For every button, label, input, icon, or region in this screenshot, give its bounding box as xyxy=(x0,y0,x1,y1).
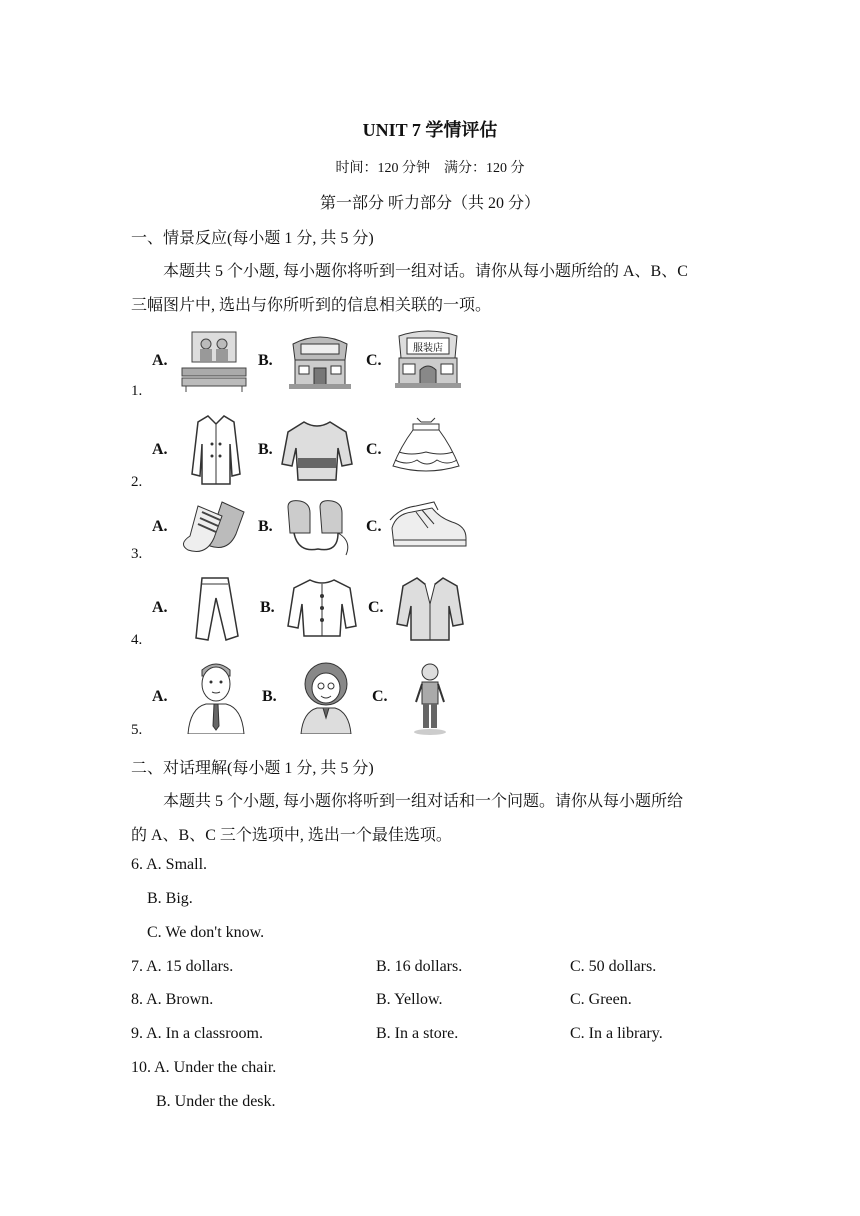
section2-instruction-line1: 本题共 5 个小题, 每小题你将听到一组对话和一个问题。请你从每小题所给 xyxy=(163,793,684,810)
option-label-c: C. xyxy=(366,441,382,458)
option-label-b: B. xyxy=(258,352,273,369)
q7-option-c: C. 50 dollars. xyxy=(570,958,657,975)
q10-option-b: B. Under the desk. xyxy=(156,1093,276,1110)
option-label-b: B. xyxy=(258,441,273,458)
cardigan-icon xyxy=(286,576,358,640)
clothes-store-icon xyxy=(393,328,463,390)
option-label-a: A. xyxy=(152,518,168,535)
sneakers-icon xyxy=(388,500,470,552)
option-label-c: C. xyxy=(366,352,382,369)
section1-heading: 一、情景反应(每小题 1 分, 共 5 分) xyxy=(131,230,374,247)
question-number: 4. xyxy=(131,632,143,648)
q6-option-c: C. We don't know. xyxy=(147,924,265,941)
section1-instruction-line2: 三幅图片中, 选出与你所听到的信息相关联的一项。 xyxy=(131,297,492,314)
boy-in-jacket-icon xyxy=(297,662,355,734)
cinema-icon xyxy=(180,330,248,392)
option-label-b: B. xyxy=(260,599,275,616)
q9-option-a: 9. A. In a classroom. xyxy=(131,1025,263,1042)
q6-option-b: B. Big. xyxy=(147,890,193,907)
q6-option-a: 6. A. Small. xyxy=(131,856,208,873)
question-number: 3. xyxy=(131,546,143,562)
question-number: 2. xyxy=(131,474,143,490)
q8-option-c: C. Green. xyxy=(570,991,632,1008)
option-label-a: A. xyxy=(152,352,168,369)
suit-icon xyxy=(395,574,465,642)
option-label-c: C. xyxy=(366,518,382,535)
section2-instruction-line2: 的 A、B、C 三个选项中, 选出一个最佳选项。 xyxy=(131,827,452,844)
part-title: 第一部分 听力部分（共 20 分） xyxy=(319,195,540,212)
question-number: 5. xyxy=(131,722,143,738)
q9-option-b: B. In a store. xyxy=(376,1025,459,1042)
option-label-c: C. xyxy=(372,688,388,705)
page-title: UNIT 7 学情评估 xyxy=(362,120,498,140)
option-label-b: B. xyxy=(258,518,273,535)
q9-option-c: C. In a library. xyxy=(570,1025,663,1042)
bookstore-icon xyxy=(287,330,353,390)
man-with-tie-icon xyxy=(184,660,248,734)
option-label-b: B. xyxy=(262,688,277,705)
mittens-icon xyxy=(282,497,352,563)
section1-instruction-line1: 本题共 5 个小题, 每小题你将听到一组对话。请你从每小题所给的 A、B、C xyxy=(163,263,688,280)
skirt-icon xyxy=(387,416,465,476)
q7-option-b: B. 16 dollars. xyxy=(376,958,463,975)
q10-option-a: 10. A. Under the chair. xyxy=(131,1059,277,1076)
option-label-c: C. xyxy=(368,599,384,616)
option-label-a: A. xyxy=(152,599,168,616)
q8-option-b: B. Yellow. xyxy=(376,991,443,1008)
store-sign-text: 服装店 xyxy=(413,343,443,354)
trousers-icon xyxy=(192,576,240,642)
q7-option-a: 7. A. 15 dollars. xyxy=(131,958,234,975)
socks-icon xyxy=(178,500,252,556)
section2-heading: 二、对话理解(每小题 1 分, 共 5 分) xyxy=(131,760,374,777)
sweater-icon xyxy=(280,418,354,484)
exam-meta: 时间：120 分钟 满分：120 分 xyxy=(335,161,525,176)
option-label-a: A. xyxy=(152,441,168,458)
q8-option-a: 8. A. Brown. xyxy=(131,991,214,1008)
question-number: 1. xyxy=(131,383,143,399)
option-label-a: A. xyxy=(152,688,168,705)
standing-boy-icon xyxy=(410,662,450,736)
coat-icon xyxy=(190,414,242,486)
